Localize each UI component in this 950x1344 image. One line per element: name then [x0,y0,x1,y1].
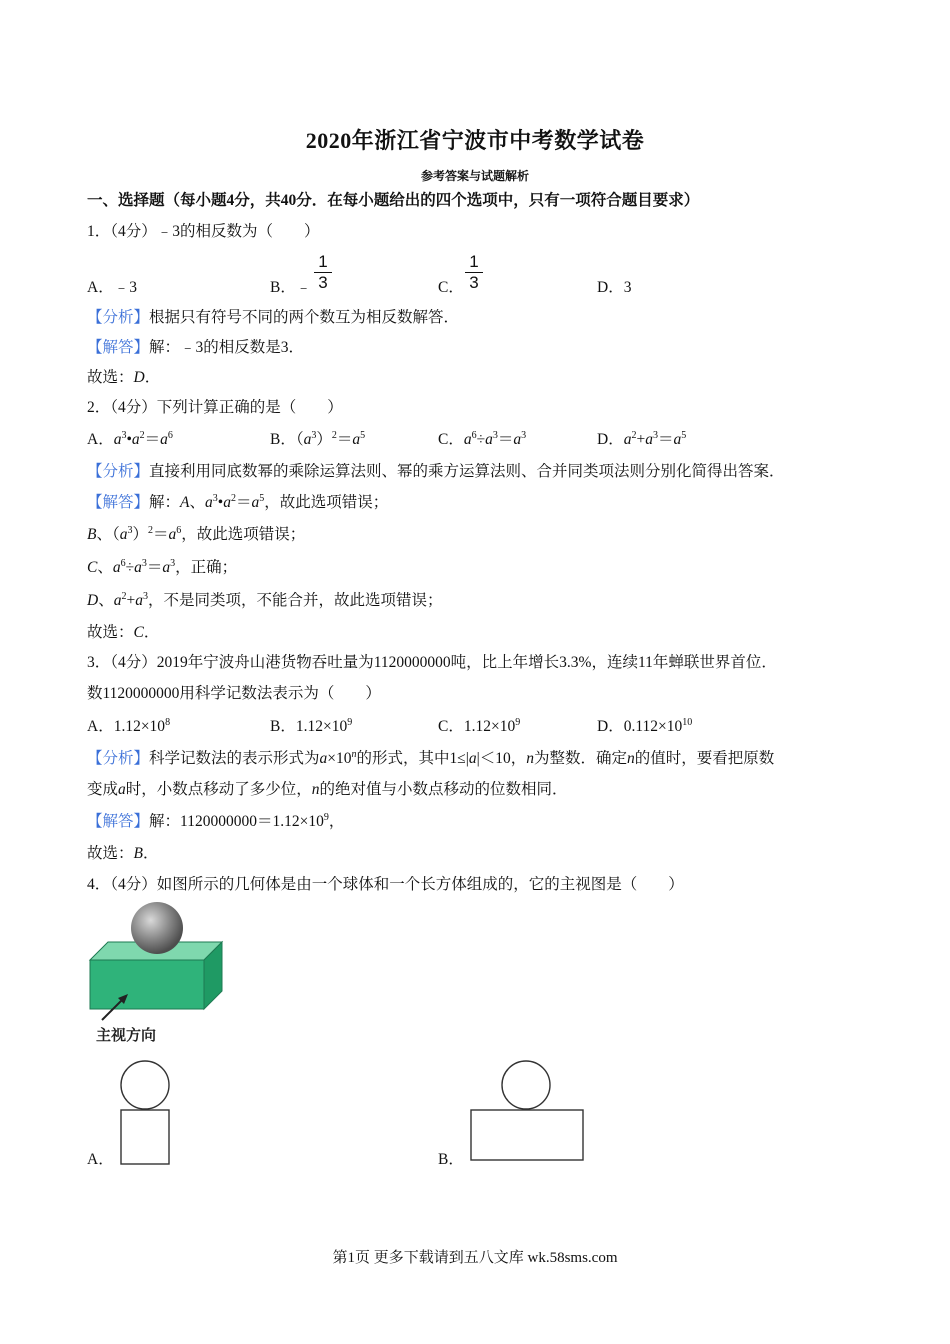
q3-option-a: A．$1.12\times 10^8$ [87,717,171,735]
page-title: 2020年浙江省宁波市中考数学试卷 [305,128,645,153]
section-heading: 一、选择题（每小题4分，共40分．在每小题给出的四个选项中，只有一项符合题目要求） [87,192,700,209]
q1-option-d: D．3 [597,279,632,296]
q1-stem: 1．（4分）﹣3的相反数为（ ） [87,223,320,240]
q4-option-a-figure [115,1060,175,1166]
q1-choice: 故选：D． [87,369,161,386]
q3-option-b: B．$1.12\times 10^9$ [270,717,353,735]
q3-option-c: C．$1.12\times 10^9$ [438,717,521,735]
q2-stem: 2．（4分）下列计算正确的是（ ） [87,399,343,416]
page-subtitle: 参考答案与试题解析 [420,169,529,183]
q2-option-c: C．$a^6\div a^3=a^3$ [438,430,527,448]
q2-option-b: B．$(a^3)^2=a^5$ [270,430,366,448]
q2-option-d: D．$a^2+a^3=a^5$ [597,430,687,448]
q1-option-a: A．﹣3 [87,279,137,296]
figure-caption: 主视方向 [96,1027,157,1044]
page-footer: 第1页 更多下载请到五八文库 wk.58sms.com [332,1250,618,1266]
q4-stem: 4．（4分）如图所示的几何体是由一个球体和一个长方体组成的，它的主视图是（ ） [87,876,684,893]
q1-option-c: C． [438,279,464,296]
q1-analysis: 【分析】根据只有符号不同的两个数互为相反数解答． [87,309,460,326]
q1-answer: 【解答】解：﹣3的相反数是3． [87,339,305,356]
q2-answer-c: C、$a^6\div a^3=a^3$，正确； [87,558,238,576]
q3-stem-line2: 数1120000000用科学记数法表示为（ ） [87,685,381,702]
q3-analysis-line1: 【分析】科学记数法的表示形式为$a\times 10^n$的形式，其中1≤|a|＜10，n为整数．确定n的值时，要看把原数 [87,749,775,767]
q3-stem-line1: 3．（4分）2019年宁波舟山港货物吞吐量为1120000000吨，比上年增长3.3%，连续11年蝉联世界首位． [87,654,777,671]
q1-option-b-fraction: 1 3 [314,253,332,292]
q4-option-a: A． [87,1151,114,1168]
q1-option-b: B．﹣ [270,279,312,296]
q2-analysis: 【分析】直接利用同底数幂的乘除运算法则、幂的乘方运算法则、合并同类项法则分别化简得出答案． [87,463,785,480]
q4-solid-figure [84,898,234,1048]
q4-option-b-figure [468,1060,586,1166]
q1-option-c-fraction: 1 3 [465,253,483,292]
sphere [131,902,183,954]
q2-choice: 故选：C． [87,624,160,641]
box-front-face [90,960,204,1009]
q3-answer: 【解答】解：$1120000000=1.12\times 10^9$， [87,812,345,830]
q3-analysis-line2: 变成a时，小数点移动了多少位，n的绝对值与小数点移动的位数相同． [87,781,568,798]
q3-option-d: D．$0.112\times 10^{10}$ [597,717,693,735]
q2-answer-b: B、$(a^3)^2=a^6$，故此选项错误； [87,525,306,543]
q2-answer-d: D、$a^2+a^3$，不是同类项，不能合并，故此选项错误； [87,591,443,609]
q2-answer-a: 【解答】解：A、$a^3•a^2=a^5$，故此选项错误； [87,493,389,511]
q3-choice: 故选：B． [87,845,159,862]
q2-option-a: A．$a^3•a^2=a^6$ [87,430,173,448]
q4-option-b: B． [438,1151,464,1168]
